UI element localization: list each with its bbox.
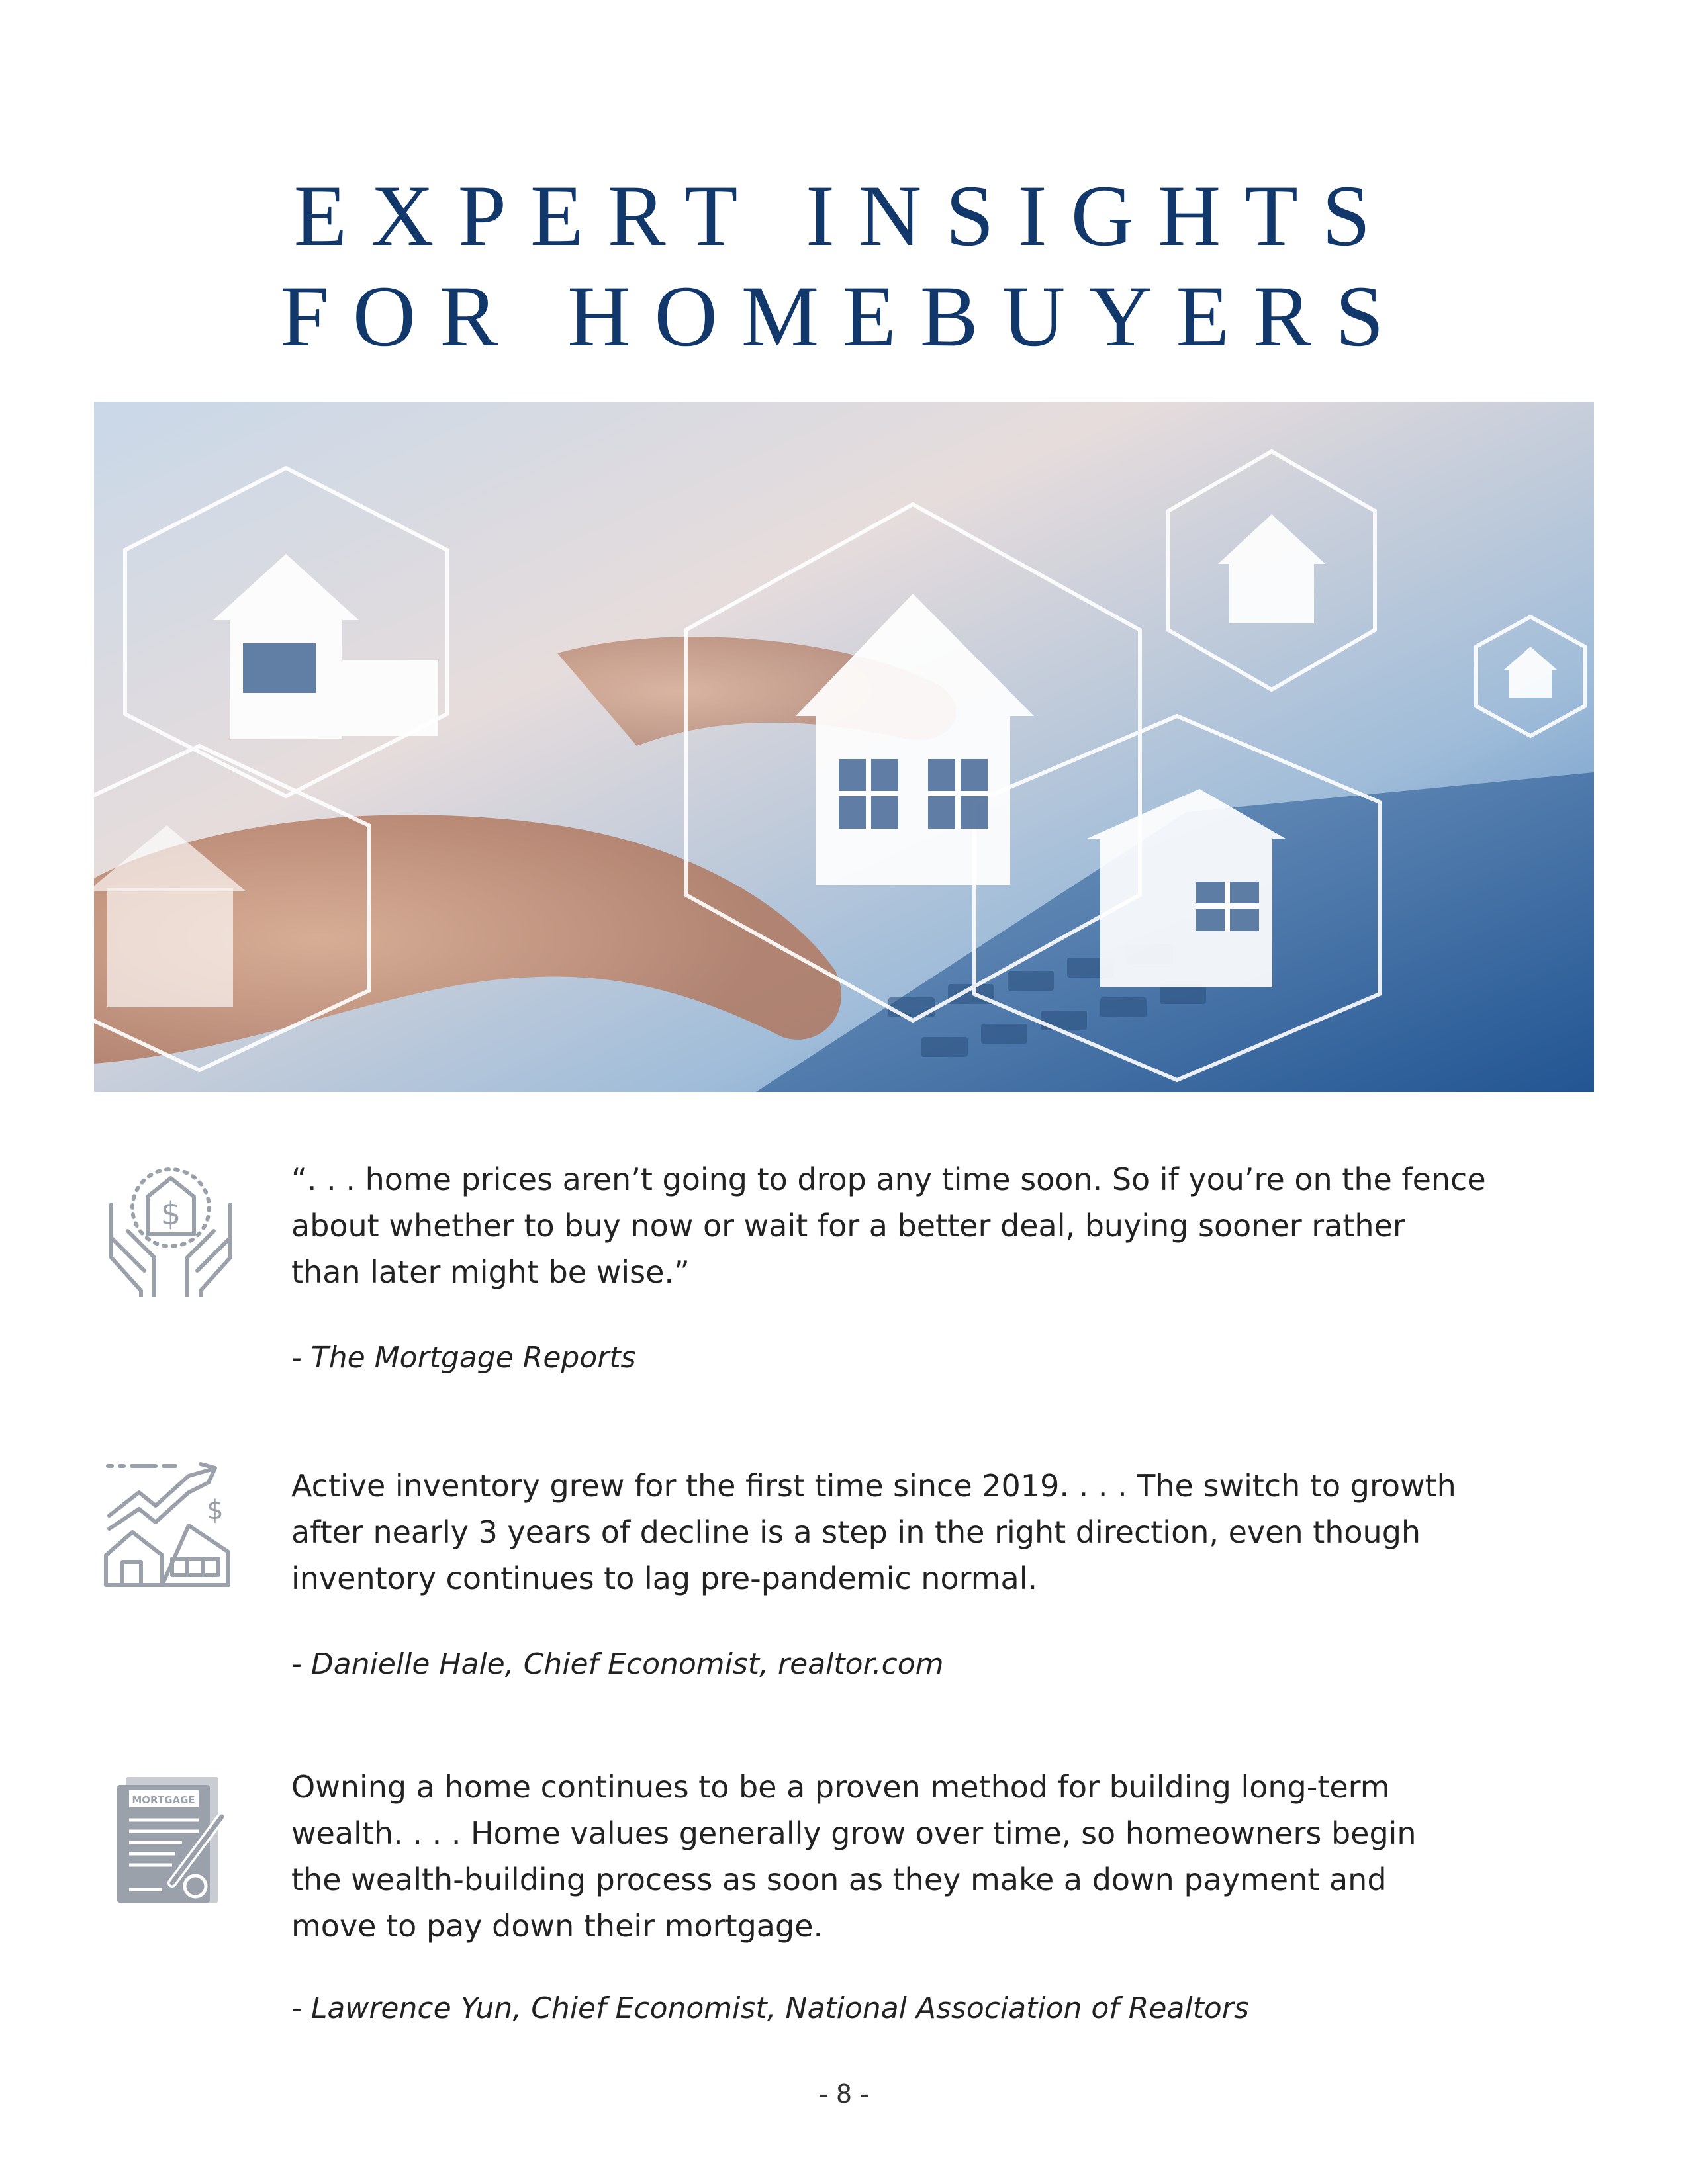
svg-text:$: $ <box>160 1195 181 1232</box>
houses-growth-chart-icon <box>103 1456 235 1591</box>
mortgage-document-label: MORTGAGE <box>132 1794 195 1806</box>
quote-2-text: Active inventory grew for the first time since 2019. . . . The switch to growth after nearly 3 years of decline is a step in the right direction, even though inventory continues to lag pre-pandemic normal. <box>291 1468 1456 1596</box>
page-title-line-1: EXPERT INSIGHTS <box>293 167 1395 264</box>
page-number: - 8 - <box>819 2079 869 2109</box>
hexagon-houses-image <box>94 402 1594 1092</box>
quote-1-text: “. . . home prices aren’t going to drop any time soon. So if you’re on the fence about whether to buy now or wait for a better deal, buying sooner rather than later might be wise.” <box>291 1161 1486 1290</box>
quote-1-source: - The Mortgage Reports <box>291 1341 636 1375</box>
hands-house-dollar-icon <box>105 1158 237 1300</box>
quote-2-source: - Danielle Hale, Chief Economist, realtor.com <box>291 1647 944 1681</box>
mortgage-document-icon <box>109 1770 235 1912</box>
page-title <box>0 165 1688 367</box>
page-title-line-2: FOR HOMEBUYERS <box>280 267 1408 365</box>
quote-3-source: - Lawrence Yun, Chief Economist, National Association of Realtors <box>291 1991 1249 2025</box>
svg-text:$: $ <box>207 1495 224 1525</box>
hero-image <box>94 402 1594 1092</box>
quote-3-text: Owning a home continues to be a proven method for building long-term wealth. . . . Home values generally grow over time, so homeowners begin the wealth-building process as soon as they make a down payment and move to pay down their mortgage. <box>291 1769 1417 1944</box>
